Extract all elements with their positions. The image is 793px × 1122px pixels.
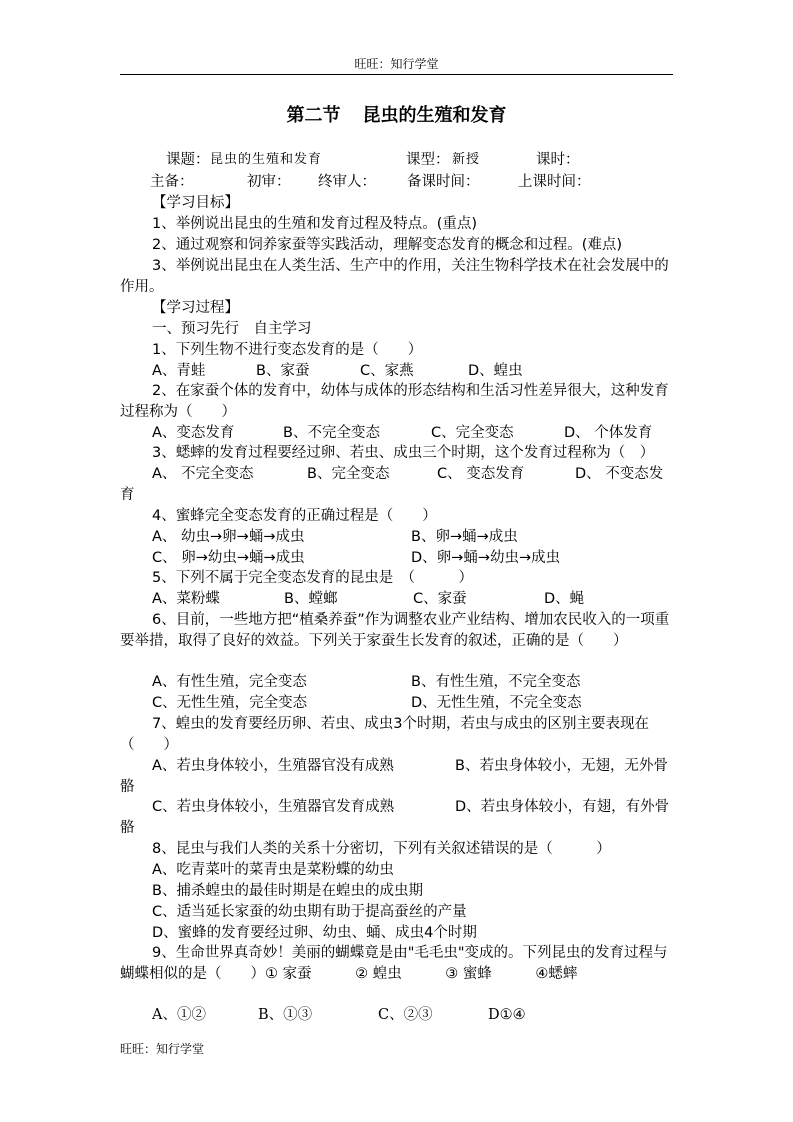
option-c: C、若虫身体较小，生殖器官发育成熟 — [152, 799, 395, 815]
option-b: B、完全变态 — [307, 466, 390, 482]
question-stem: 4、蜜蜂完全变态发育的正确过程是（ ） — [152, 508, 437, 524]
option-d: D、蝗虫 — [468, 363, 523, 379]
option-a: A、菜粉蝶 — [152, 591, 220, 607]
option-b: B、若虫身体较小，无翅，无外骨骼 — [120, 758, 668, 795]
option-d: D①④ — [488, 1007, 526, 1023]
option-a: A、有性生殖，完全变态 — [152, 674, 307, 690]
option-a: A、 不完全变态 — [152, 466, 254, 482]
goal-item: 2、通过观察和饲养家蚕等实践活动，理解变态发育的概念和过程。(难点) — [152, 237, 623, 253]
option-c: C、家蚕 — [413, 591, 467, 607]
title-topic: 昆虫的生殖和发育 — [362, 105, 507, 126]
option-b: B、螳螂 — [284, 591, 338, 607]
option-c: C、无性生殖，完全变态 — [152, 695, 308, 711]
question-stem: 6、目前，一些地方把“植桑养蚕”作为调整农业产业结构、增加农民收入的一项重要举措，取得了良好的效益。下列关于家蚕生长发育的叙述，正确的是（ ） — [120, 612, 670, 649]
option-d: D、若虫身体较小，有翅，有外骨骼 — [120, 799, 670, 836]
author-label: 主备： — [150, 174, 194, 190]
first-review-label: 初审： — [247, 174, 291, 190]
type-label: 课型： — [406, 152, 450, 168]
title-section: 第二节 — [286, 105, 341, 126]
question-stem: 3、蟋蟀的发育过程要经过卵、若虫、成虫三个时期，这个发育过程称为（ ） — [152, 445, 655, 461]
option-b: B、有性生殖，不完全变态 — [411, 674, 581, 690]
question-stem: 7、蝗虫的发育要经历卵、若虫、成虫3个时期，若虫与成虫的区别主要表现在（ ） — [120, 716, 649, 753]
option-b: B、卵→蛹→成虫 — [411, 529, 518, 545]
option-a: A、 幼虫→卵→蛹→成虫 — [152, 529, 305, 545]
question-stem: 2、在家蚕个体的发育中，幼体与成体的形态结构和生活习性差异很大，这种发育过程称为（ ） — [120, 383, 669, 420]
goal-item: 3、举例说出昆虫在人类生活、生产中的作用，关注生物科学技术在社会发展中的作用。 — [120, 258, 669, 295]
option-c: C、 变态发育 — [437, 466, 525, 482]
option-d: D、蜜蜂的发育要经过卵、幼虫、蛹、成虫4个时期 — [152, 925, 477, 941]
question-stem: 1、下列生物不进行变态发育的是（ ） — [152, 342, 423, 358]
option-c: C、 卵→幼虫→蛹→成虫 — [152, 550, 305, 566]
question-stem: 5、下列不属于完全变态发育的昆虫是 （ ） — [152, 570, 473, 586]
page-footer: 旺旺：知行学堂 — [120, 1042, 205, 1056]
option-d: D、无性生殖，不完全变态 — [411, 695, 582, 711]
option-c: C、②③ — [378, 1007, 433, 1023]
type-value: 新授 — [452, 152, 481, 167]
option-d: D、 个体发育 — [564, 425, 653, 441]
option-b: B、①③ — [258, 1007, 313, 1023]
option-c: C、适当延长家蚕的幼虫期有助于提高蚕丝的产量 — [152, 904, 467, 920]
final-review-label: 终审人： — [318, 174, 376, 190]
page-title — [120, 104, 673, 128]
option-a: A、变态发育 — [152, 425, 235, 441]
class-time-label: 上课时间： — [518, 174, 591, 190]
goal-item: 1、举例说出昆虫的生殖和发育过程及特点。(重点) — [152, 216, 478, 232]
page-header: 旺旺：知行学堂 — [354, 57, 439, 71]
option-a: A、①② — [152, 1007, 206, 1023]
option-b: B、捕杀蝗虫的最佳时期是在蝗虫的成虫期 — [152, 883, 423, 899]
hours-label: 课时： — [536, 152, 580, 168]
section-heading: 一、预习先行 自主学习 — [152, 321, 312, 337]
option-d: D、卵→蛹→幼虫→成虫 — [411, 550, 561, 566]
goals-heading: 【学习目标】 — [152, 195, 239, 211]
header-divider — [120, 74, 673, 75]
topic-label: 课题： — [166, 152, 210, 168]
topic-value: 昆虫的生殖和发育 — [210, 152, 323, 167]
option-c: C、家燕 — [360, 363, 414, 379]
option-a: A、青蛙 — [152, 363, 206, 379]
prep-time-label: 备课时间： — [407, 174, 480, 190]
option-a: A、若虫身体较小，生殖器官没有成熟 — [152, 758, 394, 774]
option-b: B、不完全变态 — [283, 425, 380, 441]
option-a: A、吃青菜叶的菜青虫是菜粉蝶的幼虫 — [152, 862, 394, 878]
process-heading: 【学习过程】 — [152, 300, 239, 316]
option-d: D、 不变态发育 — [120, 466, 664, 503]
option-c: C、完全变态 — [431, 425, 514, 441]
question-stem: 9、生命世界真奇妙！美丽的蝴蝶竟是由"毛毛虫"变成的。下列昆虫的发育过程与蝴蝶相似的是（ ）① 家蚕 ② 蝗虫 ③ 蜜蜂 ④蟋蟀 — [120, 945, 668, 982]
option-d: D、蝇 — [544, 591, 585, 607]
question-stem: 8、昆虫与我们人类的关系十分密切，下列有关叙述错误的是（ ） — [152, 841, 611, 857]
option-b: B、家蚕 — [256, 363, 310, 379]
